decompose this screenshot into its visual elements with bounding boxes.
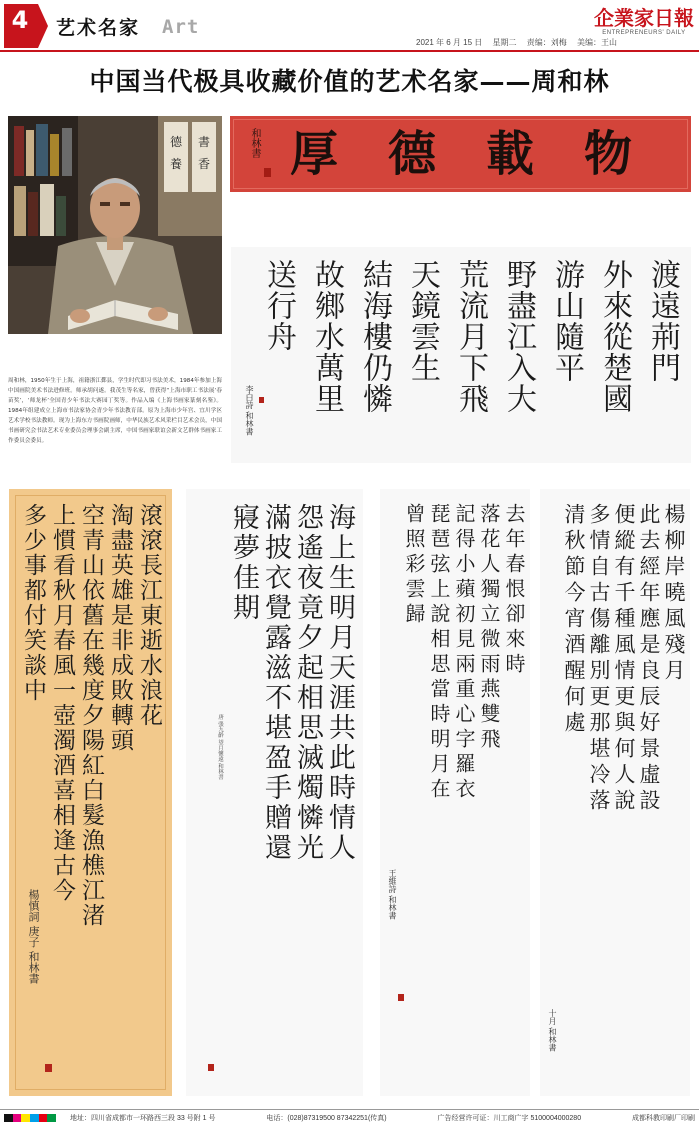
- scroll-seal: [264, 168, 271, 177]
- issue-date: 2021 年 6 月 15 日: [416, 38, 483, 47]
- panel-3-inscription: 唐 張九齡 望月懷遠 和林書: [217, 714, 223, 780]
- print-color-bar: [4, 1114, 56, 1122]
- brand-name-cn: 企業家日報: [594, 6, 694, 30]
- editor-credit: 责编：刘梅: [526, 38, 567, 47]
- footer-printer: 成都科教印刷厂印刷: [632, 1115, 695, 1122]
- footer-rule: [0, 1109, 699, 1110]
- header-rule: [0, 50, 699, 52]
- section-title-en: Art: [162, 16, 200, 38]
- panel2-column-5: 多少事都付笑談中: [20, 503, 46, 703]
- section-title-cn: 艺术名家: [56, 17, 141, 39]
- panel1-column-6: 天鏡雲生: [405, 259, 440, 383]
- panel4-column-1: 去年春恨卻來時: [502, 503, 526, 678]
- panel4-column-2: 落花人獨立微雨燕雙飛: [477, 503, 501, 753]
- panel2-column-1: 滾滾長江東逝水浪花: [136, 503, 162, 728]
- panel2-column-2: 淘盡英雄是非成敗轉頭: [107, 503, 133, 753]
- svg-text:書: 書: [197, 135, 211, 149]
- newspaper-logo: [594, 6, 694, 36]
- panel1-column-1: 渡遠荊門: [645, 259, 680, 383]
- panel2-column-4: 上慣看秋月春風一壺濁酒喜相逢古今: [49, 503, 75, 903]
- calligraphy-panel-2: [9, 489, 172, 1096]
- issue-meta: [416, 37, 625, 48]
- footer-phone: 电话：(028)87319500 87342251(传真): [266, 1115, 387, 1122]
- panel-1-inscription: 李白詩 和林書: [245, 385, 254, 436]
- footer: [70, 1113, 695, 1123]
- svg-text:養: 養: [169, 157, 183, 171]
- panel5-column-2: 此去經年應是良辰好景虛設: [637, 503, 661, 815]
- issue-weekday: 星期二: [492, 38, 517, 47]
- page-header: [0, 0, 699, 50]
- panel5-column-1: 楊柳岸曉風殘月: [662, 503, 686, 685]
- portrait-illustration: [8, 116, 222, 334]
- panel3-column-2: 怨遙夜竟夕起相思滅燭憐光: [292, 503, 323, 863]
- panel4-column-4: 琵琶弦上說相思當時明月在: [427, 503, 451, 803]
- panel1-column-2: 外來從楚國: [597, 259, 632, 414]
- panel2-column-3: 空青山依舊在幾度夕陽紅白髮漁樵江渚: [78, 503, 104, 928]
- panel-2-inscription: 楊慎詞 庚子 和林書: [27, 889, 40, 984]
- artist-portrait-photo: [8, 116, 222, 334]
- calligraphy-panel-3: [186, 489, 363, 1096]
- scroll-main-text: 厚德載物: [289, 126, 682, 182]
- panel4-column-5: 曾照彩雲歸: [402, 503, 426, 628]
- designer-credit: 美编：王山: [576, 38, 617, 47]
- panel1-column-4: 野盡江入大: [501, 259, 536, 414]
- panel3-column-4: 寢夢佳期: [228, 503, 259, 623]
- panel1-column-9: 送行舟: [261, 259, 296, 352]
- panel-3-seal: [208, 1064, 214, 1071]
- panel3-column-3: 滿披衣覺露滋不堪盈手贈還: [260, 503, 291, 863]
- svg-text:德: 德: [169, 135, 183, 149]
- panel-1-seal: [259, 397, 264, 403]
- calligraphy-panel-5: [540, 489, 690, 1096]
- panel1-column-5: 荒流月下飛: [453, 259, 488, 414]
- red-calligraphy-scroll: [230, 116, 691, 192]
- panel5-column-5: 清秋節今宵酒醒何處: [562, 503, 586, 737]
- scroll-signature: 和林書: [249, 128, 260, 158]
- panel-2-seal: [45, 1064, 52, 1072]
- panel-4-inscription: 王維詩 和林書: [388, 869, 397, 920]
- headline: 中国当代极具收藏价值的艺术名家——周和林: [89, 67, 610, 96]
- panel5-column-4: 多情自古傷離別更那堪冷落: [587, 503, 611, 815]
- panel1-column-3: 游山隨平: [549, 259, 584, 383]
- panel1-column-8: 故鄉水萬里: [309, 259, 344, 414]
- page-number: 4: [11, 6, 29, 34]
- calligraphy-panel-1: [231, 247, 691, 463]
- artist-biography: 周和林，1950年生于上海，祖籍浙江鄞县，学生时代即习书法美术，1984年参加上海中国画院美术书法进修班。师承胡问遂。我茂生等名家，曾获得“上海市职工书法展‘春苗奖’，‘师龙杯’全国青少年书法大赛园丁奖等。作品入编《上海书画家篆刻名鉴》。1984年组建成立上海市书法家协会青少年书法教育部。原为上海市少年宫、宜川学区艺术学校书法教师。现为上海东方书画院画师，中华民族艺术风采栏目艺术会员，中国书画研究会书法艺术专业委员会理事会副主席，中国书画家联谊会新文艺群体书画家工作委员会委员。: [8, 378, 222, 444]
- panel3-column-1: 海上生明月天涯共此時情人: [324, 503, 355, 863]
- calligraphy-panel-4: [380, 489, 530, 1096]
- panel-4-seal: [398, 994, 404, 1001]
- svg-text:香: 香: [197, 157, 211, 171]
- panel4-column-3: 記得小蘋初見兩重心字羅衣: [452, 503, 476, 803]
- footer-address: 地址：四川省成都市一环路西三段 33 号附 1 号: [70, 1115, 216, 1122]
- panel1-column-7: 結海樓仍憐: [357, 259, 392, 414]
- panel5-column-3: 便縱有千種風情更與何人說: [612, 503, 636, 815]
- brand-name-en: ENTREPRENEURS' DAILY: [602, 30, 686, 36]
- footer-license: 广告经营许可证：川工商广字 5100004000280: [437, 1115, 582, 1122]
- panel-5-inscription: 十月 和林書: [548, 1009, 557, 1052]
